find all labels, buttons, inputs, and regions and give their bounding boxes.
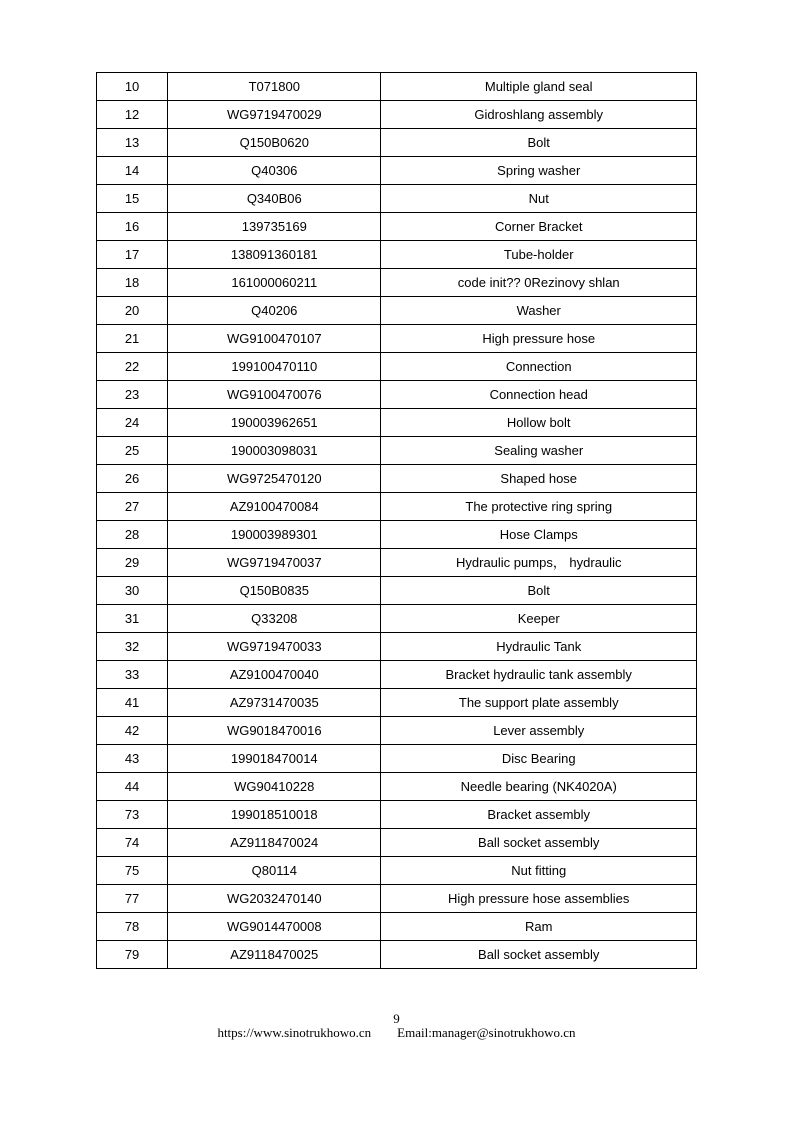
- cell-part-description: Nut: [381, 185, 697, 213]
- table-row: [97, 213, 697, 241]
- cell-item-number: 23: [97, 381, 168, 409]
- cell-part-code: WG9719470029: [168, 101, 381, 129]
- cell-part-description: Tube-holder: [381, 241, 697, 269]
- table-row: [97, 857, 697, 885]
- table-row: [97, 521, 697, 549]
- cell-part-description: Keeper: [381, 605, 697, 633]
- cell-item-number: 21: [97, 325, 168, 353]
- cell-part-code: 161000060211: [168, 269, 381, 297]
- table-row: [97, 577, 697, 605]
- table-row: [97, 269, 697, 297]
- table-row: [97, 661, 697, 689]
- cell-part-description: High pressure hose: [381, 325, 697, 353]
- cell-part-code: WG9719470037: [168, 549, 381, 577]
- cell-item-number: 22: [97, 353, 168, 381]
- cell-part-code: Q80114: [168, 857, 381, 885]
- cell-item-number: 15: [97, 185, 168, 213]
- table-row: [97, 241, 697, 269]
- cell-item-number: 13: [97, 129, 168, 157]
- cell-part-description: Ball socket assembly: [381, 829, 697, 857]
- cell-item-number: 12: [97, 101, 168, 129]
- cell-item-number: 16: [97, 213, 168, 241]
- parts-table: [96, 72, 697, 969]
- footer-website: https://www.sinotrukhowo.cn: [217, 1025, 372, 1040]
- cell-part-code: Q150B0620: [168, 129, 381, 157]
- cell-item-number: 18: [97, 269, 168, 297]
- cell-item-number: 30: [97, 577, 168, 605]
- cell-part-description: Corner Bracket: [381, 213, 697, 241]
- cell-part-code: AZ9118470024: [168, 829, 381, 857]
- cell-item-number: 10: [97, 73, 168, 101]
- table-row: [97, 549, 697, 577]
- cell-part-description: Bolt: [381, 129, 697, 157]
- table-row: [97, 633, 697, 661]
- cell-part-code: Q33208: [168, 605, 381, 633]
- cell-item-number: 77: [97, 885, 168, 913]
- cell-item-number: 33: [97, 661, 168, 689]
- footer-email: Email:manager@sinotrukhowo.cn: [397, 1025, 576, 1040]
- cell-part-description: Hose Clamps: [381, 521, 697, 549]
- cell-part-description: Connection: [381, 353, 697, 381]
- cell-part-code: Q40206: [168, 297, 381, 325]
- table-row: [97, 493, 697, 521]
- cell-part-code: 190003989301: [168, 521, 381, 549]
- table-row: [97, 129, 697, 157]
- cell-item-number: 20: [97, 297, 168, 325]
- cell-item-number: 79: [97, 941, 168, 969]
- cell-part-description: Bracket assembly: [381, 801, 697, 829]
- cell-part-code: 190003098031: [168, 437, 381, 465]
- table-row: [97, 689, 697, 717]
- cell-part-code: Q340B06: [168, 185, 381, 213]
- cell-part-description: High pressure hose assemblies: [381, 885, 697, 913]
- table-row: [97, 717, 697, 745]
- cell-part-description: Multiple gland seal: [381, 73, 697, 101]
- cell-item-number: 78: [97, 913, 168, 941]
- cell-part-code: WG9100470107: [168, 325, 381, 353]
- cell-part-code: Q150B0835: [168, 577, 381, 605]
- cell-part-code: 199018470014: [168, 745, 381, 773]
- table-row: [97, 605, 697, 633]
- cell-item-number: 25: [97, 437, 168, 465]
- cell-part-code: WG2032470140: [168, 885, 381, 913]
- cell-part-code: AZ9100470084: [168, 493, 381, 521]
- cell-item-number: 31: [97, 605, 168, 633]
- cell-part-code: WG9719470033: [168, 633, 381, 661]
- cell-part-code: AZ9118470025: [168, 941, 381, 969]
- cell-item-number: 44: [97, 773, 168, 801]
- cell-part-code: WG9014470008: [168, 913, 381, 941]
- cell-part-code: WG9018470016: [168, 717, 381, 745]
- cell-part-code: 138091360181: [168, 241, 381, 269]
- cell-part-code: 190003962651: [168, 409, 381, 437]
- cell-part-code: Q40306: [168, 157, 381, 185]
- table-row: [97, 801, 697, 829]
- cell-part-code: AZ9731470035: [168, 689, 381, 717]
- cell-part-description: code init?? 0Rezinovy shlan: [381, 269, 697, 297]
- table-row: [97, 409, 697, 437]
- cell-item-number: 28: [97, 521, 168, 549]
- table-row: [97, 353, 697, 381]
- cell-part-description: Connection head: [381, 381, 697, 409]
- cell-part-description: Sealing washer: [381, 437, 697, 465]
- cell-item-number: 41: [97, 689, 168, 717]
- table-row: [97, 465, 697, 493]
- cell-item-number: 26: [97, 465, 168, 493]
- table-row: [97, 437, 697, 465]
- cell-item-number: 73: [97, 801, 168, 829]
- cell-part-code: 139735169: [168, 213, 381, 241]
- table-row: [97, 101, 697, 129]
- cell-part-description: The protective ring spring: [381, 493, 697, 521]
- cell-item-number: 74: [97, 829, 168, 857]
- table-row: [97, 829, 697, 857]
- cell-item-number: 24: [97, 409, 168, 437]
- cell-item-number: 27: [97, 493, 168, 521]
- cell-part-description: Needle bearing (NK4020A): [381, 773, 697, 801]
- table-row: [97, 745, 697, 773]
- cell-part-description: Gidroshlang assembly: [381, 101, 697, 129]
- page-number: 9: [393, 1011, 400, 1026]
- table-row: [97, 185, 697, 213]
- cell-part-code: T071800: [168, 73, 381, 101]
- table-row: [97, 913, 697, 941]
- cell-part-description: Shaped hose: [381, 465, 697, 493]
- cell-item-number: 75: [97, 857, 168, 885]
- cell-part-code: 199100470110: [168, 353, 381, 381]
- table-row: [97, 941, 697, 969]
- table-row: [97, 325, 697, 353]
- cell-part-description: Bracket hydraulic tank assembly: [381, 661, 697, 689]
- cell-part-code: WG90410228: [168, 773, 381, 801]
- table-row: [97, 297, 697, 325]
- parts-table-body: [97, 73, 697, 969]
- table-row: [97, 773, 697, 801]
- cell-item-number: 32: [97, 633, 168, 661]
- footer-contact: [0, 1025, 793, 1041]
- cell-part-description: Ram: [381, 913, 697, 941]
- table-row: [97, 73, 697, 101]
- cell-item-number: 17: [97, 241, 168, 269]
- cell-part-description: Nut fitting: [381, 857, 697, 885]
- cell-part-description: Bolt: [381, 577, 697, 605]
- table-row: [97, 157, 697, 185]
- table-row: [97, 885, 697, 913]
- cell-part-description: Spring washer: [381, 157, 697, 185]
- cell-part-description: Washer: [381, 297, 697, 325]
- table-row: [97, 381, 697, 409]
- cell-item-number: 42: [97, 717, 168, 745]
- cell-part-description: Ball socket assembly: [381, 941, 697, 969]
- cell-item-number: 43: [97, 745, 168, 773]
- cell-part-code: AZ9100470040: [168, 661, 381, 689]
- cell-item-number: 29: [97, 549, 168, 577]
- cell-part-code: WG9725470120: [168, 465, 381, 493]
- cell-item-number: 14: [97, 157, 168, 185]
- cell-part-code: 199018510018: [168, 801, 381, 829]
- cell-part-description: Disc Bearing: [381, 745, 697, 773]
- cell-part-description: Hydraulic pumps， hydraulic: [381, 549, 697, 577]
- cell-part-description: Hydraulic Tank: [381, 633, 697, 661]
- cell-part-code: WG9100470076: [168, 381, 381, 409]
- cell-part-description: Hollow bolt: [381, 409, 697, 437]
- cell-part-description: The support plate assembly: [381, 689, 697, 717]
- cell-part-description: Lever assembly: [381, 717, 697, 745]
